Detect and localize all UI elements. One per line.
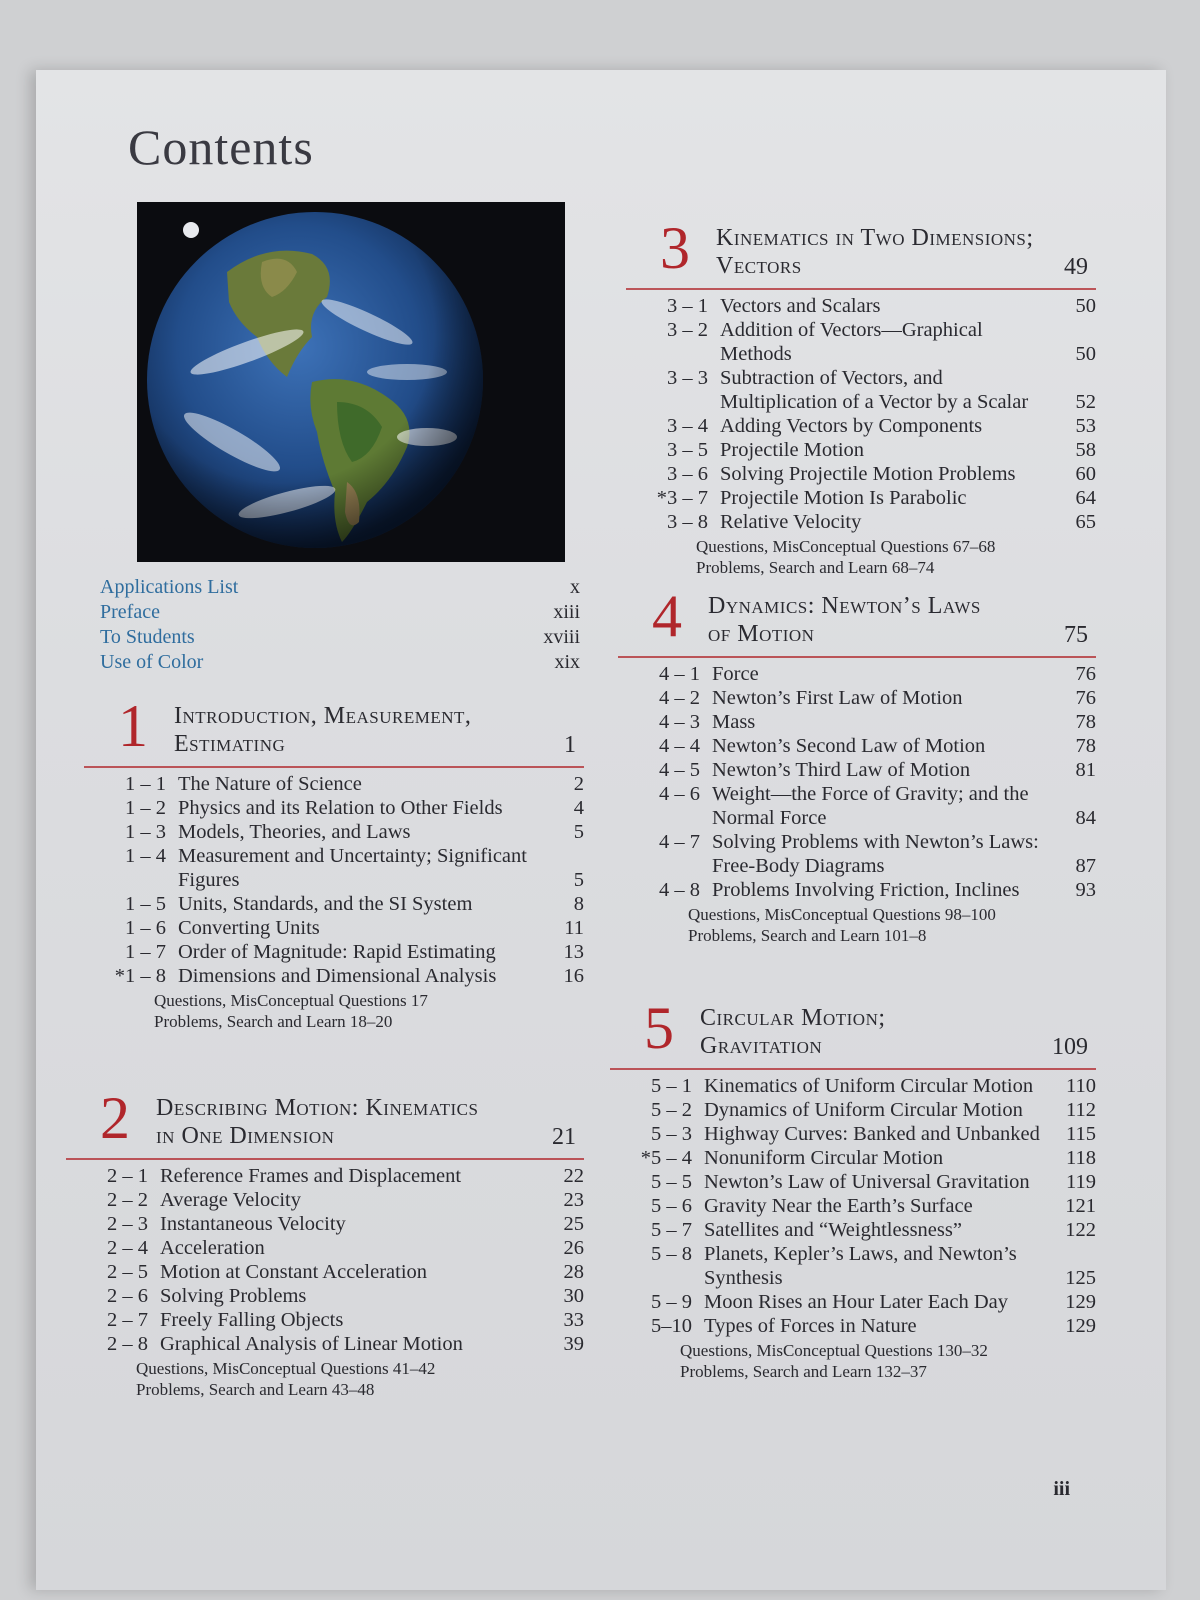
front-matter-list [100, 576, 580, 676]
section-title: Motion at Constant Acceleration [160, 1261, 428, 1283]
section-title: The Nature of Science [178, 773, 362, 795]
section-page: 58 [1075, 439, 1096, 461]
front-matter-label: To Students [100, 626, 195, 648]
section-entry[interactable] [626, 486, 1096, 510]
chapter-end-matter [610, 1340, 1096, 1382]
section-entry[interactable] [610, 1122, 1096, 1146]
chapter-title-line: Describing Motion: Kinematics [156, 1095, 479, 1121]
chapter-4 [618, 583, 1096, 946]
section-entry[interactable] [610, 1314, 1096, 1338]
section-page: 93 [1075, 879, 1096, 901]
section-number: 5 – 7 [651, 1219, 692, 1241]
section-page: 2 [573, 773, 584, 795]
section-title: Projectile Motion Is Parabolic [720, 487, 967, 509]
section-entry[interactable] [626, 294, 1096, 318]
section-title: Newton’s Second Law of Motion [712, 735, 986, 757]
section-title: Order of Magnitude: Rapid Estimating [178, 941, 496, 963]
chapter-heading[interactable] [618, 583, 1096, 656]
section-title: Adding Vectors by Components [720, 415, 983, 437]
section-page: 8 [573, 893, 584, 915]
section-page: 11 [564, 917, 584, 939]
section-entry[interactable] [66, 1332, 584, 1356]
section-number: 4 – 5 [659, 759, 700, 781]
section-number: 5 – 3 [651, 1123, 692, 1145]
section-title: Kinematics of Uniform Circular Motion [704, 1075, 1034, 1097]
section-number: 2 – 1 [107, 1165, 148, 1187]
section-number: 4 – 3 [659, 711, 700, 733]
section-title: Addition of Vectors—Graphical Methods [720, 319, 983, 365]
section-number: 5 – 2 [651, 1099, 692, 1121]
section-title: Projectile Motion [720, 439, 865, 461]
chapter-rule [618, 656, 1096, 658]
chapter-end-matter [626, 536, 1096, 578]
section-title: Types of Forces in Nature [704, 1315, 917, 1337]
section-page: 26 [563, 1237, 584, 1259]
chapter-title-line: Vectors [716, 253, 802, 279]
section-page: 53 [1075, 415, 1096, 437]
section-entry[interactable] [84, 964, 584, 988]
chapter-title-line: Dynamics: Newton’s Laws [708, 593, 981, 619]
section-number: 5 – 8 [651, 1243, 692, 1265]
section-page: 118 [1066, 1147, 1096, 1169]
front-matter-page: xviii [543, 626, 580, 648]
section-entry[interactable] [618, 758, 1096, 782]
section-entry[interactable] [84, 940, 584, 964]
section-number: 2 – 4 [107, 1237, 148, 1259]
section-entry[interactable] [626, 366, 1096, 414]
section-title: Subtraction of Vectors, and Multiplication of a Vector by a Scalar [720, 367, 1029, 413]
chapter-title-line: of Motion [708, 621, 815, 647]
front-matter-page: x [570, 576, 580, 598]
section-entry[interactable] [618, 710, 1096, 734]
section-number: 3 – 6 [667, 463, 708, 485]
chapter-rule [626, 288, 1096, 290]
section-page: 4 [573, 797, 584, 819]
section-number: 3 – 2 [667, 319, 708, 341]
section-page: 23 [563, 1189, 584, 1211]
section-number: *5 – 4 [640, 1147, 692, 1169]
section-number: 2 – 3 [107, 1213, 148, 1235]
section-page: 25 [563, 1213, 584, 1235]
section-page: 16 [563, 965, 584, 987]
section-number: 3 – 1 [667, 295, 708, 317]
front-matter-page: xiii [553, 601, 580, 623]
section-title: Relative Velocity [720, 511, 862, 533]
section-title: Planets, Kepler’s Laws, and Newton’s Synthesis [704, 1243, 1017, 1289]
section-title: Models, Theories, and Laws [178, 821, 411, 843]
section-entry[interactable] [66, 1260, 584, 1284]
section-title: Satellites and “Weightlessness” [704, 1219, 962, 1241]
section-page: 115 [1066, 1123, 1096, 1145]
section-entry[interactable] [66, 1308, 584, 1332]
end-matter-line[interactable]: Problems, Search and Learn 68–74 [696, 558, 935, 577]
end-matter-line[interactable]: Problems, Search and Learn 132–37 [680, 1362, 927, 1381]
section-number: *3 – 7 [656, 487, 708, 509]
chapter-heading[interactable] [610, 995, 1096, 1068]
chapter-page: 21 [552, 1124, 576, 1150]
section-entry[interactable] [610, 1218, 1096, 1242]
section-page: 13 [563, 941, 584, 963]
chapter-heading[interactable] [66, 1085, 584, 1158]
section-title: Measurement and Uncertainty; Significant Figures [178, 845, 527, 891]
chapter-5 [610, 995, 1096, 1382]
section-title: Solving Problems with Newton’s Laws: Free-Body Diagrams [712, 831, 1039, 877]
section-number: 1 – 6 [125, 917, 166, 939]
section-page: 84 [1075, 807, 1096, 829]
section-page: 121 [1065, 1195, 1096, 1217]
end-matter-line[interactable]: Problems, Search and Learn 18–20 [154, 1012, 393, 1031]
section-page: 22 [563, 1165, 584, 1187]
section-number: 2 – 7 [107, 1309, 148, 1331]
section-number: 4 – 2 [659, 687, 700, 709]
section-entry[interactable] [610, 1074, 1096, 1098]
section-title: Vectors and Scalars [720, 295, 881, 317]
section-entry[interactable] [610, 1146, 1096, 1170]
section-number: 5 – 6 [651, 1195, 692, 1217]
chapter-page: 49 [1064, 254, 1088, 280]
section-entry[interactable] [626, 462, 1096, 486]
section-number: 4 – 8 [659, 879, 700, 901]
section-page: 30 [563, 1285, 584, 1307]
section-title: Mass [712, 711, 756, 733]
chapter-page: 75 [1064, 622, 1088, 648]
chapter-number: 2 [100, 1085, 130, 1151]
end-matter-line[interactable]: Questions, MisConceptual Questions 130–32 [680, 1341, 988, 1360]
front-matter-label: Applications List [100, 576, 239, 598]
chapter-title-line: Introduction, Measurement, [174, 703, 472, 729]
end-matter-line[interactable]: Questions, MisConceptual Questions 98–100 [688, 905, 996, 924]
section-title: Moon Rises an Hour Later Each Day [704, 1291, 1008, 1313]
section-entry[interactable] [84, 820, 584, 844]
chapter-title [716, 224, 1034, 280]
chapter-title [708, 592, 981, 648]
chapter-page: 1 [564, 732, 576, 758]
section-entry[interactable] [610, 1242, 1096, 1290]
chapter-2 [66, 1085, 584, 1400]
section-page: 112 [1066, 1099, 1096, 1121]
section-title: Graphical Analysis of Linear Motion [160, 1333, 463, 1355]
section-page: 76 [1075, 663, 1096, 685]
section-title: Force [712, 663, 759, 685]
end-matter-line[interactable]: Questions, MisConceptual Questions 67–68 [696, 537, 996, 556]
section-entry[interactable] [84, 772, 584, 796]
section-number: *1 – 8 [114, 965, 166, 987]
section-title: Newton’s Third Law of Motion [712, 759, 971, 781]
section-page: 119 [1066, 1171, 1096, 1193]
section-number: 3 – 3 [667, 367, 708, 389]
front-matter-item[interactable] [100, 626, 580, 651]
section-entry[interactable] [66, 1188, 584, 1212]
section-entry[interactable] [84, 916, 584, 940]
section-number: 1 – 4 [125, 845, 166, 867]
section-number: 3 – 4 [667, 415, 708, 437]
section-number: 1 – 3 [125, 821, 166, 843]
section-page: 78 [1075, 735, 1096, 757]
section-title: Solving Projectile Motion Problems [720, 463, 1016, 485]
front-matter-page: xix [554, 651, 580, 673]
section-page: 50 [1075, 343, 1096, 365]
section-title: Newton’s Law of Universal Gravitation [704, 1171, 1030, 1193]
section-entry[interactable] [66, 1212, 584, 1236]
section-title: Average Velocity [160, 1189, 301, 1211]
section-number: 1 – 1 [125, 773, 166, 795]
section-page: 78 [1075, 711, 1096, 733]
chapter-heading[interactable] [626, 215, 1096, 288]
chapter-rule [66, 1158, 584, 1160]
chapter-end-matter [66, 1358, 584, 1400]
section-title: Units, Standards, and the SI System [178, 893, 473, 915]
page-number: iii [1053, 1478, 1070, 1500]
section-entry[interactable] [626, 318, 1096, 366]
section-page: 5 [573, 869, 584, 891]
chapter-number: 1 [118, 693, 148, 759]
chapter-rule [610, 1068, 1096, 1070]
section-number: 2 – 6 [107, 1285, 148, 1307]
section-page: 81 [1075, 759, 1096, 781]
section-title: Weight—the Force of Gravity; and the Normal Force [712, 783, 1029, 829]
section-number: 5 – 9 [651, 1291, 692, 1313]
chapter-heading[interactable] [84, 693, 584, 766]
section-page: 122 [1065, 1219, 1096, 1241]
end-matter-line[interactable]: Questions, MisConceptual Questions 17 [154, 991, 428, 1010]
section-number: 4 – 7 [659, 831, 700, 853]
end-matter-line[interactable]: Problems, Search and Learn 43–48 [136, 1380, 375, 1399]
section-number: 2 – 2 [107, 1189, 148, 1211]
section-number: 2 – 8 [107, 1333, 148, 1355]
section-title: Converting Units [178, 917, 320, 939]
section-page: 129 [1065, 1315, 1096, 1337]
end-matter-line[interactable]: Questions, MisConceptual Questions 41–42 [136, 1359, 436, 1378]
section-entry[interactable] [84, 892, 584, 916]
section-entry[interactable] [66, 1164, 584, 1188]
section-title: Gravity Near the Earth’s Surface [704, 1195, 973, 1217]
section-entry[interactable] [610, 1170, 1096, 1194]
section-entry[interactable] [618, 734, 1096, 758]
section-number: 1 – 2 [125, 797, 166, 819]
front-matter-item[interactable] [100, 651, 580, 676]
chapter-number: 4 [652, 583, 682, 649]
section-title: Physics and its Relation to Other Fields [178, 797, 503, 819]
section-title: Freely Falling Objects [160, 1309, 344, 1331]
front-matter-item[interactable] [100, 576, 580, 601]
section-entry[interactable] [618, 830, 1096, 878]
section-title: Problems Involving Friction, Inclines [712, 879, 1020, 901]
chapter-number: 5 [644, 995, 674, 1061]
section-entry[interactable] [610, 1290, 1096, 1314]
chapter-rule [84, 766, 584, 768]
section-title: Instantaneous Velocity [160, 1213, 346, 1235]
chapter-title-line: Estimating [174, 731, 286, 757]
section-number: 4 – 4 [659, 735, 700, 757]
chapter-title-line: in One Dimension [156, 1123, 335, 1149]
section-page: 50 [1075, 295, 1096, 317]
section-page: 60 [1075, 463, 1096, 485]
front-matter-item[interactable] [100, 601, 580, 626]
chapter-end-matter [618, 904, 1096, 946]
end-matter-line[interactable]: Problems, Search and Learn 101–8 [688, 926, 927, 945]
chapter-number: 3 [660, 215, 690, 281]
section-number: 5 – 1 [651, 1075, 692, 1097]
chapter-title [700, 1004, 886, 1060]
section-entry[interactable] [618, 662, 1096, 686]
section-entry[interactable] [626, 438, 1096, 462]
section-page: 33 [563, 1309, 584, 1331]
section-page: 110 [1066, 1075, 1096, 1097]
section-entry[interactable] [84, 844, 584, 892]
section-number: 2 – 5 [107, 1261, 148, 1283]
section-page: 5 [573, 821, 584, 843]
section-number: 1 – 5 [125, 893, 166, 915]
section-page: 129 [1065, 1291, 1096, 1313]
section-entry[interactable] [626, 510, 1096, 534]
section-number: 3 – 8 [667, 511, 708, 533]
section-entry[interactable] [626, 414, 1096, 438]
section-title: Dimensions and Dimensional Analysis [178, 965, 497, 987]
section-page: 65 [1075, 511, 1096, 533]
front-matter-label: Use of Color [100, 651, 204, 673]
section-page: 76 [1075, 687, 1096, 709]
section-number: 4 – 1 [659, 663, 700, 685]
earth-photo [137, 202, 565, 562]
section-title: Dynamics of Uniform Circular Motion [704, 1099, 1023, 1121]
section-page: 64 [1075, 487, 1096, 509]
chapter-1 [84, 693, 584, 1032]
section-page: 87 [1075, 855, 1096, 877]
section-number: 1 – 7 [125, 941, 166, 963]
chapter-title-line: Kinematics in Two Dimensions; [716, 225, 1034, 251]
section-number: 3 – 5 [667, 439, 708, 461]
section-page: 125 [1065, 1267, 1096, 1289]
section-page: 39 [563, 1333, 584, 1355]
section-entry[interactable] [610, 1194, 1096, 1218]
section-entry[interactable] [84, 796, 584, 820]
chapter-title [156, 1094, 478, 1150]
section-title: Reference Frames and Displacement [160, 1165, 462, 1187]
chapter-title-line: Gravitation [700, 1033, 823, 1059]
chapter-title [174, 702, 471, 758]
section-title: Solving Problems [160, 1285, 307, 1307]
section-number: 5–10 [651, 1315, 692, 1337]
page-title: Contents [128, 119, 314, 175]
section-number: 5 – 5 [651, 1171, 692, 1193]
section-entry[interactable] [618, 878, 1096, 902]
section-entry[interactable] [618, 686, 1096, 710]
chapter-end-matter [84, 990, 584, 1032]
section-number: 4 – 6 [659, 783, 700, 805]
section-entry[interactable] [66, 1236, 584, 1260]
section-title: Highway Curves: Banked and Unbanked [704, 1123, 1040, 1145]
chapter-title-line: Circular Motion; [700, 1005, 886, 1031]
section-title: Newton’s First Law of Motion [712, 687, 963, 709]
section-entry[interactable] [610, 1098, 1096, 1122]
chapter-3 [626, 215, 1096, 578]
front-matter-label: Preface [100, 601, 160, 623]
section-page: 28 [563, 1261, 584, 1283]
section-entry[interactable] [618, 782, 1096, 830]
chapter-page: 109 [1052, 1034, 1088, 1060]
section-title: Nonuniform Circular Motion [704, 1147, 944, 1169]
section-entry[interactable] [66, 1284, 584, 1308]
section-page: 52 [1075, 391, 1096, 413]
section-title: Acceleration [160, 1237, 265, 1259]
